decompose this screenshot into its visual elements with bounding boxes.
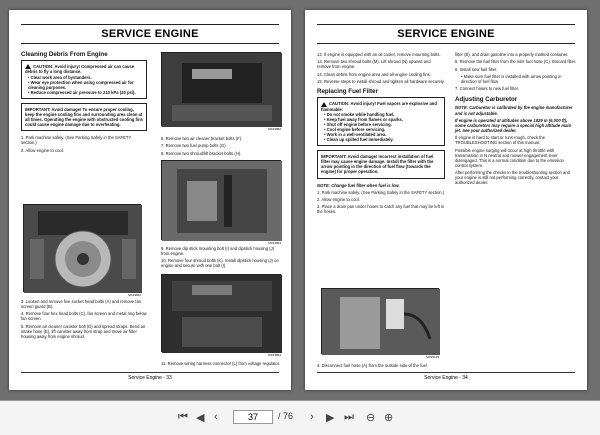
last-page-icon[interactable]: ⏭ [344,411,354,423]
step: 3. Loosen and remove five socket head bolts (A) and remove fan screen guard (B). [21,299,142,310]
right-page [305,10,587,390]
engine-photo [161,160,281,240]
left-column-bottom [317,363,445,370]
right-column-steps-3 [161,361,281,368]
page-footer: Service Engine - 33 [21,372,279,381]
zoom-out-icon[interactable]: ⊖ [366,412,376,424]
step: 5. Remove air cleaner canister bolt (D) and spread straps. Bend air intake hose (E), lift canister away from strap and move air filter housing away from engine shroud. [21,323,146,339]
caution-title: CAUTION: Avoid injury! Fuel vapors are explosive and flammable: [321,101,437,112]
step: 2. Allow engine to cool. [21,147,64,153]
page-total: / 76 [278,411,294,421]
caution-item: • Reduce compressed air pressure to 210 kPa (30 psi). [25,90,143,95]
prev-page-small-icon[interactable]: ‹ [214,411,218,423]
section-title: Adjusting Carburetor [455,96,518,104]
step: 1. Park machine safely. (See Parking Safely in the SAFETY section.) [21,135,132,146]
section-title: Replacing Fuel Filter [317,88,378,96]
note: NOTE: Carburetor is calibrated by the engine manufacturer and is not adjustable. [455,105,573,116]
figure-engine-fan [23,204,141,297]
figure-wiring [161,274,281,357]
caution-item: • Wear eye protection when using compressed air for cleaning purposes. [25,80,143,90]
viewer-toolbar [0,400,600,435]
step: 4. Remove four hex head bolts (C), fan screen and metal ring below fan screen. [21,311,147,322]
engine-photo [23,204,141,292]
next-page-icon[interactable]: › [310,411,314,423]
caution-box [21,60,147,99]
caution-title: CAUTION: Avoid injury! Compressed air can cause debris to fly a long distance. [25,64,135,75]
step: 12. If engine is equipped with an oil cooler, remove mounting bolts. [317,52,441,57]
section-title: Cleaning Debris From Engine [21,51,108,58]
right-column-steps [161,136,281,158]
figure-id: MX43862 [268,127,281,131]
step: 7. Connect hoses to new fuel filter. [455,86,520,92]
step: 15. Reverse steps to install shroud and tighten all hardware securely. [317,78,445,84]
caution-item: • Cool engine before servicing. [321,127,441,132]
figure-dipstick [161,160,281,245]
paragraph: After performing the checks in the troubleshooting section and your engine is still not performing correctly, contact your authorized dealer. [455,170,570,186]
left-column [317,52,445,217]
step: 8. Remove two shroud/lift bracket bolts (H). [161,150,242,156]
left-page [9,10,291,390]
left-column [21,52,147,155]
step: 7. Remove two fuel pump bolts (G). [161,143,227,149]
page-header: SERVICE ENGINE [21,24,279,44]
paragraph: Possible engine surging will occur at high throttle with transmission in N neutral and mower engagement lever disengaged. This is a normal condition due to the emission control system. [455,147,564,168]
first-page-icon[interactable]: ⏮ [178,411,188,423]
page-header: SERVICE ENGINE [317,24,575,44]
step: 3. Place a drain pan under hoses to catch any fuel that may be left in the hoses. [317,204,445,215]
left-column-bottom [21,299,147,341]
right-column [455,52,577,188]
step: filter (B), and drain gasoline into a properly marked container. [455,52,569,57]
engine-photo [161,274,281,352]
step: 5. Remove the fuel filter from the inlet fuel hose (C). Discard filter. [455,59,577,65]
note: NOTE: Change fuel filter when fuel is low. [317,182,400,188]
caution-item: • Clear work area of bystanders. [25,75,143,80]
step: 9. Remove dip stick mounting bolt (I) and dipstick housing (J) from engine. [161,246,275,257]
right-column-steps-2 [161,246,281,271]
caution-item: • Shut off engine before servicing. [321,122,441,127]
figure-shroud-bolts [161,52,281,131]
step: 4. Disconnect fuel hose (A) from the outside side of the fuel [317,363,427,368]
bullet: • Make sure fuel filter is installed with arrow pointing in direction of fuel flow. [461,73,562,84]
caution-box [317,97,445,146]
caution-item: • Clean up spilled fuel immediately. [321,137,441,142]
note: If engine is operated at altitudes above 1829 m (6,000 ft), some carburetors may require a special high altitude main jet. See your authorized dealer. [455,117,572,133]
step: 13. Remove two shroud bolts (M). Lift shroud (N) upward and remove from engine. [317,59,431,70]
caution-item: • Work in a well-ventilated area. [321,132,441,137]
step: 11. Remove wiring harness connector (L) from voltage regulator. [161,361,281,366]
step: 10. Remove four shroud bolts (K). Install dipstick housing (J) on engine and secure with one bolt (I). [161,258,279,269]
page-number-input[interactable]: 37 [233,410,273,424]
next-page-icon-large[interactable]: ▶ [326,412,335,424]
figure-id: MX43864 [268,353,281,357]
figure-id: MX35125 [426,355,439,359]
fuel-filter-photo [321,288,439,354]
page-footer: Service Engine - 34 [317,372,575,381]
step: 14. Clean debris from engine area and all engine cooling fins. [317,71,431,77]
prev-page-icon[interactable]: ◀ [196,412,205,424]
step: 1. Park machine safely. (See Parking Safely in the SAFETY section.) [317,189,445,195]
figure-fuel-filter [321,288,439,359]
important-box: IMPORTANT: Avoid damage! Incorrect installation of fuel filter may cause engine damage. Install the filter with the arrow pointing in the direction of fuel flow (towards the engine) for proper operation. [317,150,445,178]
engine-photo [161,52,281,126]
step: 6. Remove two air cleaner bracket bolts (F). [161,136,243,141]
figure-id: MX43861 [128,293,141,297]
step: 2. Allow engine to cool. [317,197,360,203]
paragraph: If engine is hard to start or runs rough, check the TROUBLESHOOTING section of this manual. [455,135,546,146]
zoom-in-icon[interactable]: ⊕ [384,412,394,424]
caution-item: • Do not smoke while handling fuel. [321,112,441,117]
important-box: IMPORTANT: Avoid damage! To ensure proper cooling, keep the engine cooling fins and surrounding area clean at all times. Operating the engine with obstructed cooling fins could cause engine damage due to overheating. [21,103,147,131]
caution-item: • Keep fuel away from flames or sparks. [321,117,441,122]
figure-id: MX43863 [268,241,281,245]
step: 6. Install new fuel filter. [455,66,498,72]
